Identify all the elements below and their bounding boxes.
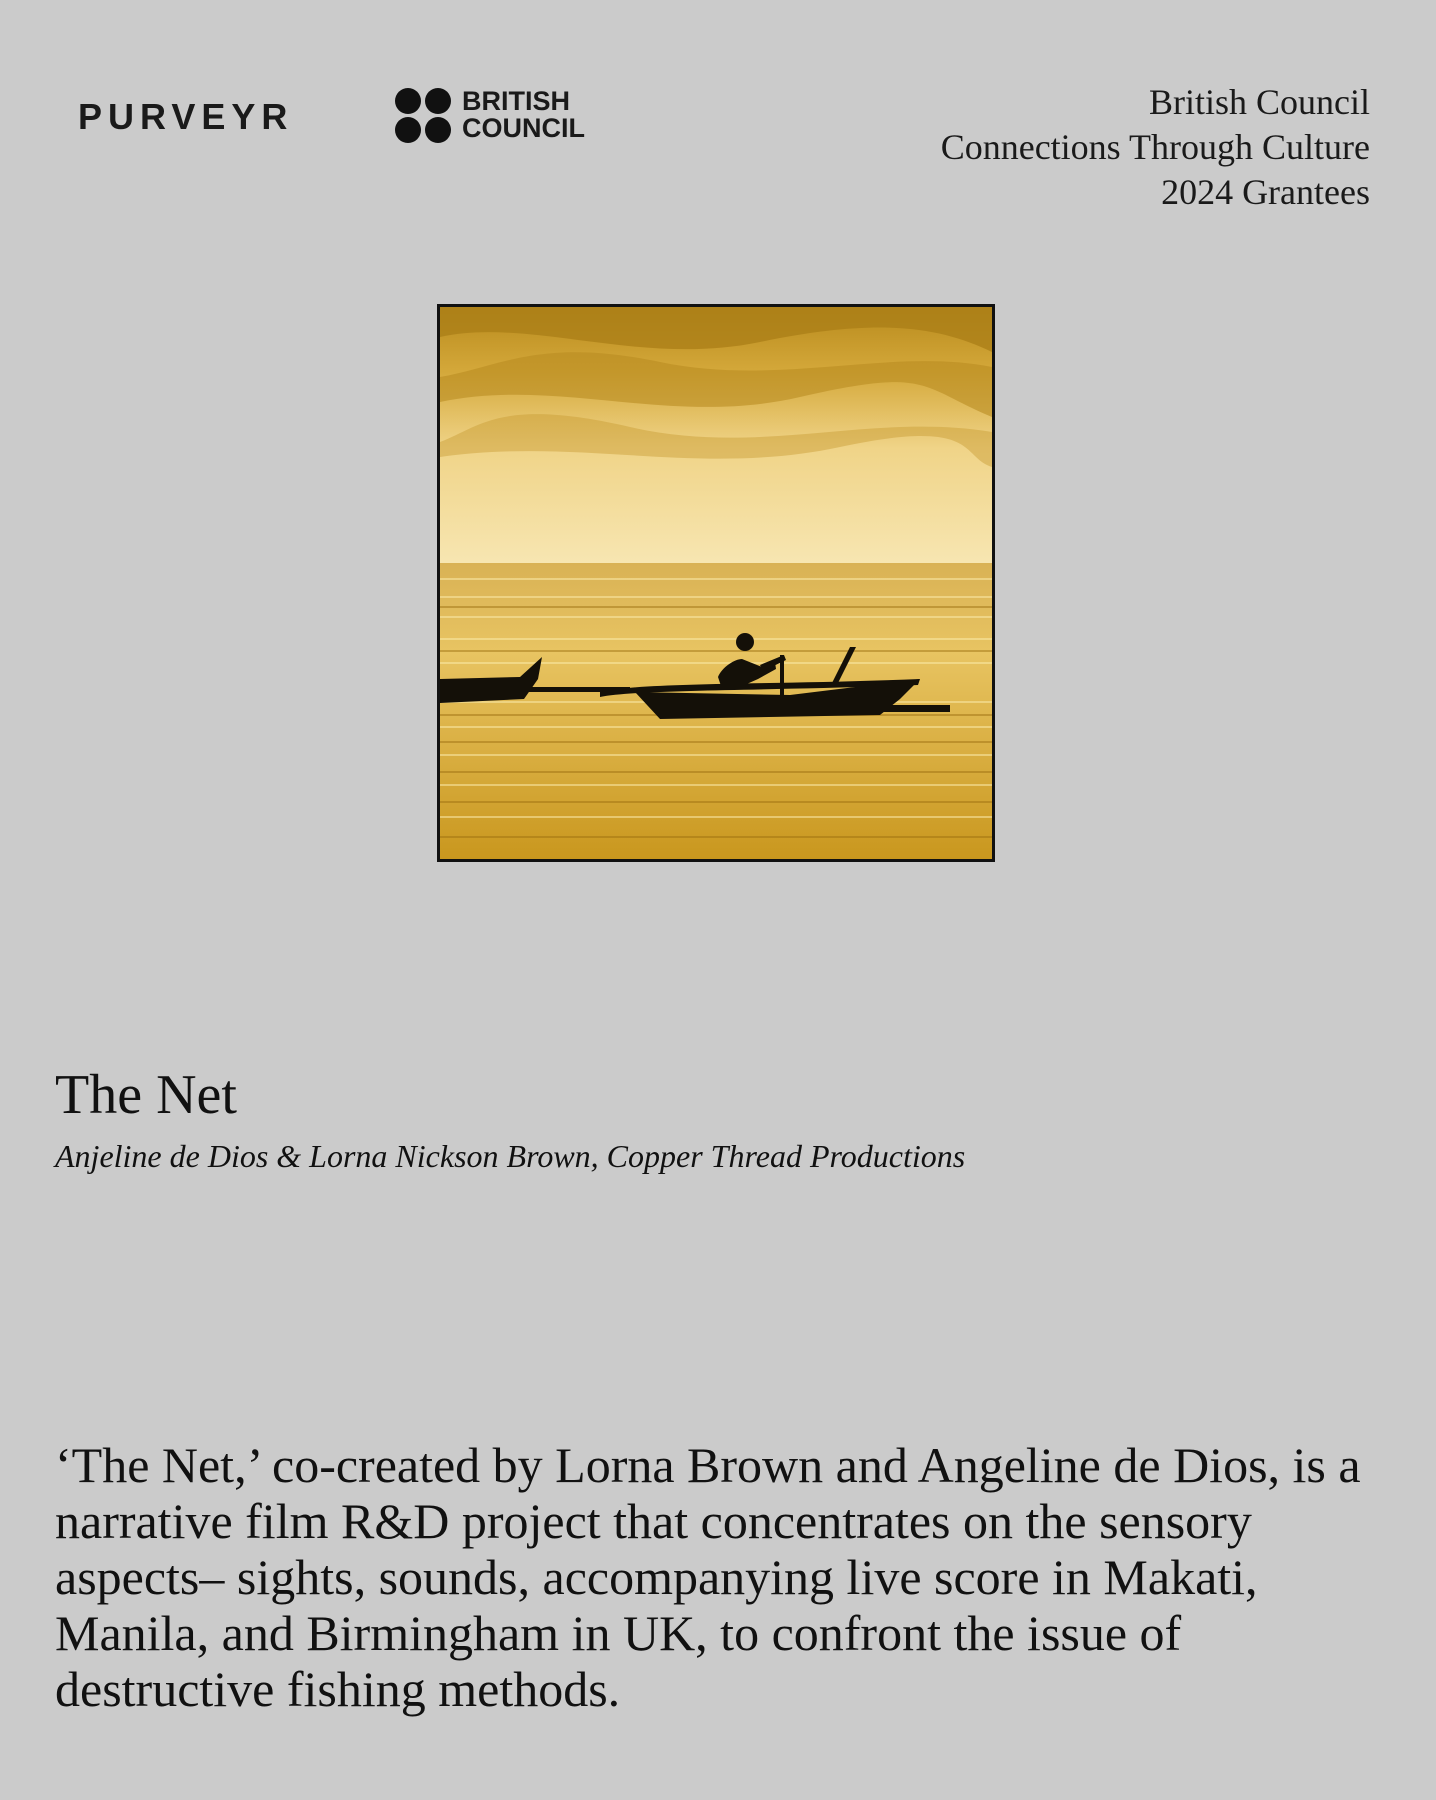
british-council-wordmark [462, 88, 585, 142]
grant-info-line1: British Council [1148, 82, 1370, 122]
header [0, 0, 1436, 220]
hero-photo [437, 304, 995, 862]
project-title: The Net [55, 1064, 237, 1126]
grant-info-line3: 2024 Grantees [1161, 172, 1370, 212]
grant-info-line2: Connections Through Culture [940, 127, 1370, 167]
purveyr-logo: PURVEYR [78, 96, 294, 137]
grant-info [941, 80, 1370, 215]
project-credits: Anjeline de Dios & Lorna Nickson Brown, Copper Thread Productions [55, 1138, 966, 1174]
british-council-dots-icon [394, 86, 454, 146]
british-council-wordmark-line1: BRITISH [462, 86, 570, 116]
british-council-wordmark-line2: COUNCIL [462, 113, 585, 143]
project-description: ‘The Net,’ co-created by Lorna Brown and Angeline de Dios, is a narrative film R&D project that concentrates on the sensory aspects– sights, sounds, accompanying live score in Makati, Manila, and Birmingham in UK, to confront the issue of destructive fishing methods. [55, 1437, 1361, 1717]
fisherman-boat-photo-icon [440, 307, 992, 859]
